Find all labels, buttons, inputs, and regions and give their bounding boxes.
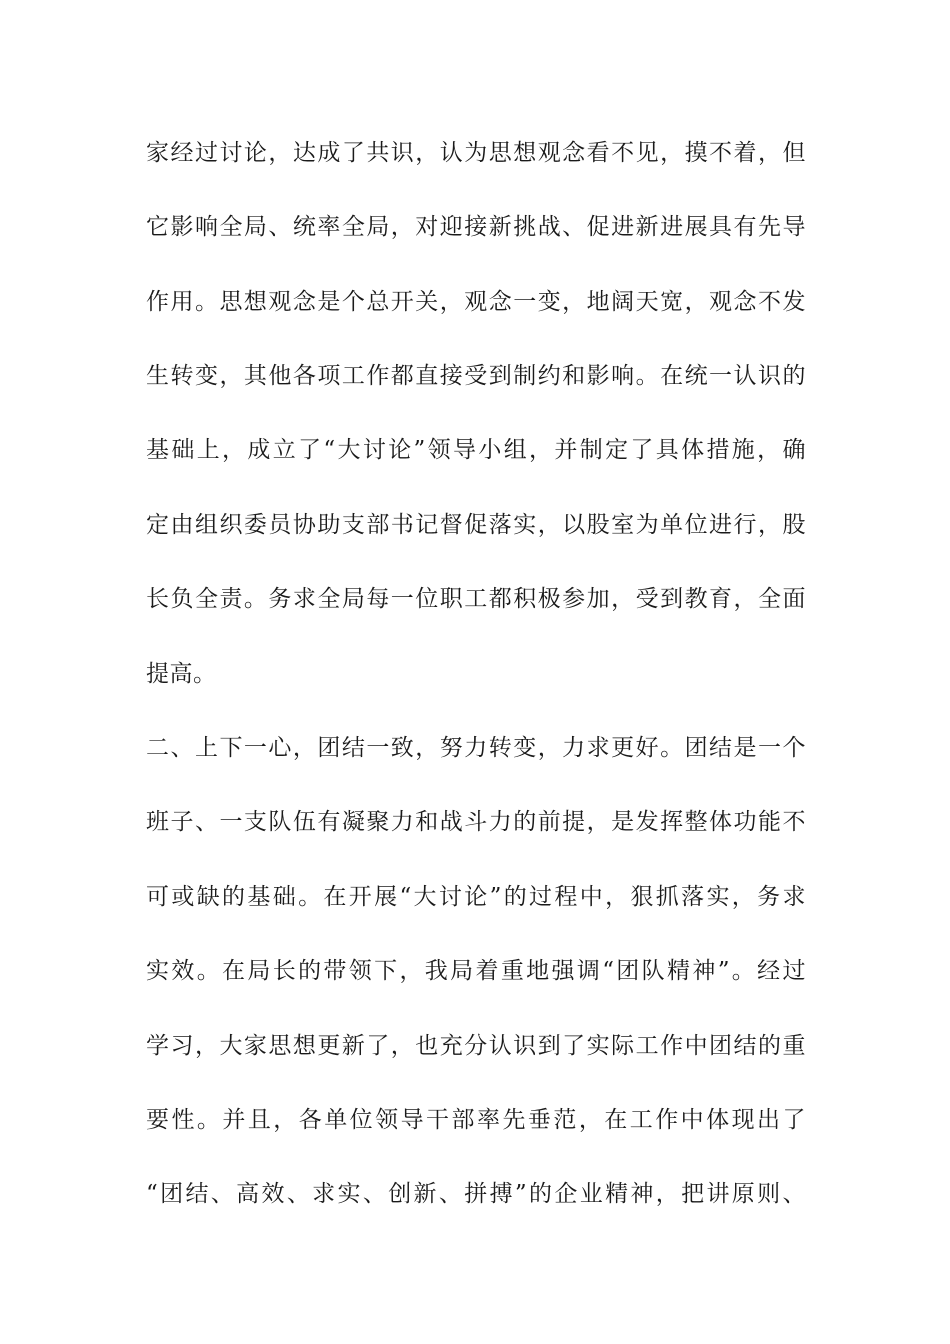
- paragraph-line: “团结、高效、求实、创新、拼搏”的企业精神，把讲原则、: [146, 1181, 806, 1207]
- paragraph-line: 二、上下一心，团结一致，努力转变，力求更好。团结是一个: [146, 735, 806, 761]
- paragraph-line: 班子、一支队伍有凝聚力和战斗力的前提，是发挥整体功能不: [146, 809, 806, 835]
- paragraph-line: 提高。: [146, 661, 217, 687]
- paragraph-line: 生转变，其他各项工作都直接受到制约和影响。在统一认识的: [146, 363, 806, 389]
- paragraph-line: 定由组织委员协助支部书记督促落实，以股室为单位进行，股: [146, 512, 806, 538]
- paragraph-line: 家经过讨论，达成了共识，认为思想观念看不见，摸不着，但: [146, 140, 806, 166]
- paragraph-line: 可或缺的基础。在开展“大讨论”的过程中，狠抓落实，务求: [146, 884, 806, 910]
- paragraph-line: 要性。并且，各单位领导干部率先垂范，在工作中体现出了: [146, 1107, 806, 1133]
- paragraph-line: 作用。思想观念是个总开关，观念一变，地阔天宽，观念不发: [146, 289, 806, 315]
- paragraph-line: 长负全责。务求全局每一位职工都积极参加，受到教育，全面: [146, 586, 806, 612]
- paragraph-line: 它影响全局、统率全局，对迎接新挑战、促进新进展具有先导: [146, 214, 806, 240]
- paragraph-line: 实效。在局长的带领下，我局着重地强调“团队精神”。经过: [146, 958, 806, 984]
- paragraph-line: 学习，大家思想更新了，也充分认识到了实际工作中团结的重: [146, 1033, 806, 1059]
- paragraph-line: 基础上，成立了“大讨论”领导小组，并制定了具体措施，确: [146, 437, 806, 463]
